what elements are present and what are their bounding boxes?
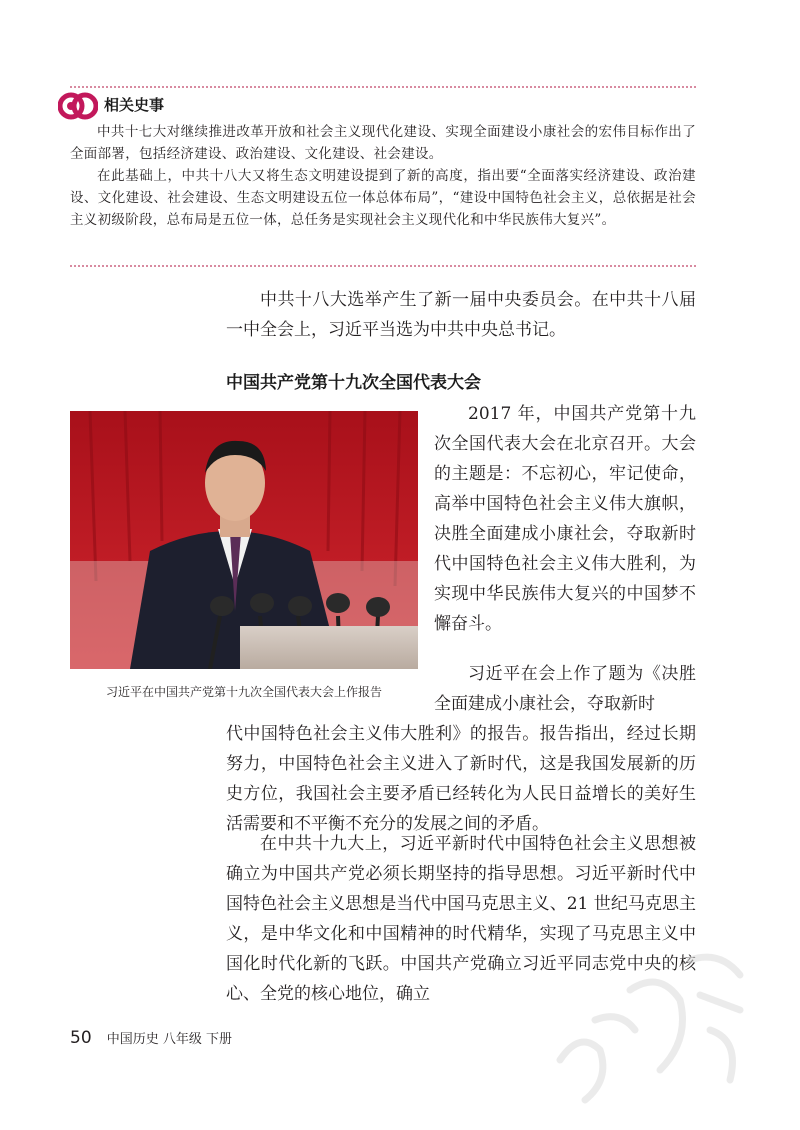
sidebar-paragraph-1: 中共十七大对继续推进改革开放和社会主义现代化建设、实现全面建设小康社会的宏伟目标作出了全面部署，包括经济建设、政治建设、文化建设、社会建设。 [70,124,696,162]
photo-caption: 习近平在中国共产党第十九次全国代表大会上作报告 [105,685,382,699]
sidebar-paragraph-2: 在此基础上，中共十八大又将生态文明建设提到了新的高度，指出要“全面落实经济建设、政治建设、文化建设、社会建设、生态文明建设五位一体总体布局”，“建设中国特色社会主义，总依据是社会主义初级阶段，总布局是五位一体，总任务是实现社会主义现代化和中华民族伟大复兴”。 [70,168,696,228]
book-title: 中国历史 八年级 下册 [106,1032,232,1047]
speaker-photo-image [70,411,418,669]
intro-paragraph: 中共十八大选举产生了新一届中央委员会。在中共十八届一中全会上，习近平当选为中共中央总书记。 [226,290,696,340]
page-footer [70,1028,232,1048]
congress-paragraph-2-start: 习近平在会上作了题为《决胜全面建成小康社会，夺取新时 [434,664,696,714]
page-number: 50 [70,1028,92,1048]
section-heading: 中国共产党第十九次全国代表大会 [226,373,481,393]
sidebar-top-divider [70,86,696,88]
sidebar-title: 相关史事 [104,96,165,114]
watermark-stamp-icon [540,900,770,1130]
sidebar-bottom-divider [70,265,696,267]
congress-photo [70,411,418,669]
related-history-logo-icon [58,86,98,126]
congress-paragraph-2-rest: 代中国特色社会主义伟大胜利》的报告。报告指出，经过长期努力，中国特色社会主义进入了新时代，这是我国发展新的历史方位，我国社会主要矛盾已经转化为人民日益增长的美好生活需要和不平衡不充分的发展之间的矛盾。 [226,724,696,834]
congress-paragraph-1: 2017 年，中国共产党第十九次全国代表大会在北京召开。大会的主题是：不忘初心，牢记使命，高举中国特色社会主义伟大旗帜，决胜全面建成小康社会，夺取新时代中国特色社会主义伟大胜利，为实现中华民族伟大复兴的中国梦不懈奋斗。 [434,404,696,634]
congress-paragraph-3: 在中共十九大上，习近平新时代中国特色社会主义思想被确立为中国共产党必须长期坚持的指导思想。习近平新时代中国特色社会主义思想是当代中国马克思主义、21 世纪马克思主义，是中华文化和中国精神的时代精华，实现了马克思主义中国化时代化新的飞跃。中国共产党确立习近平同志党中央的核心、全党的核心地位，确立 [226,834,696,1004]
